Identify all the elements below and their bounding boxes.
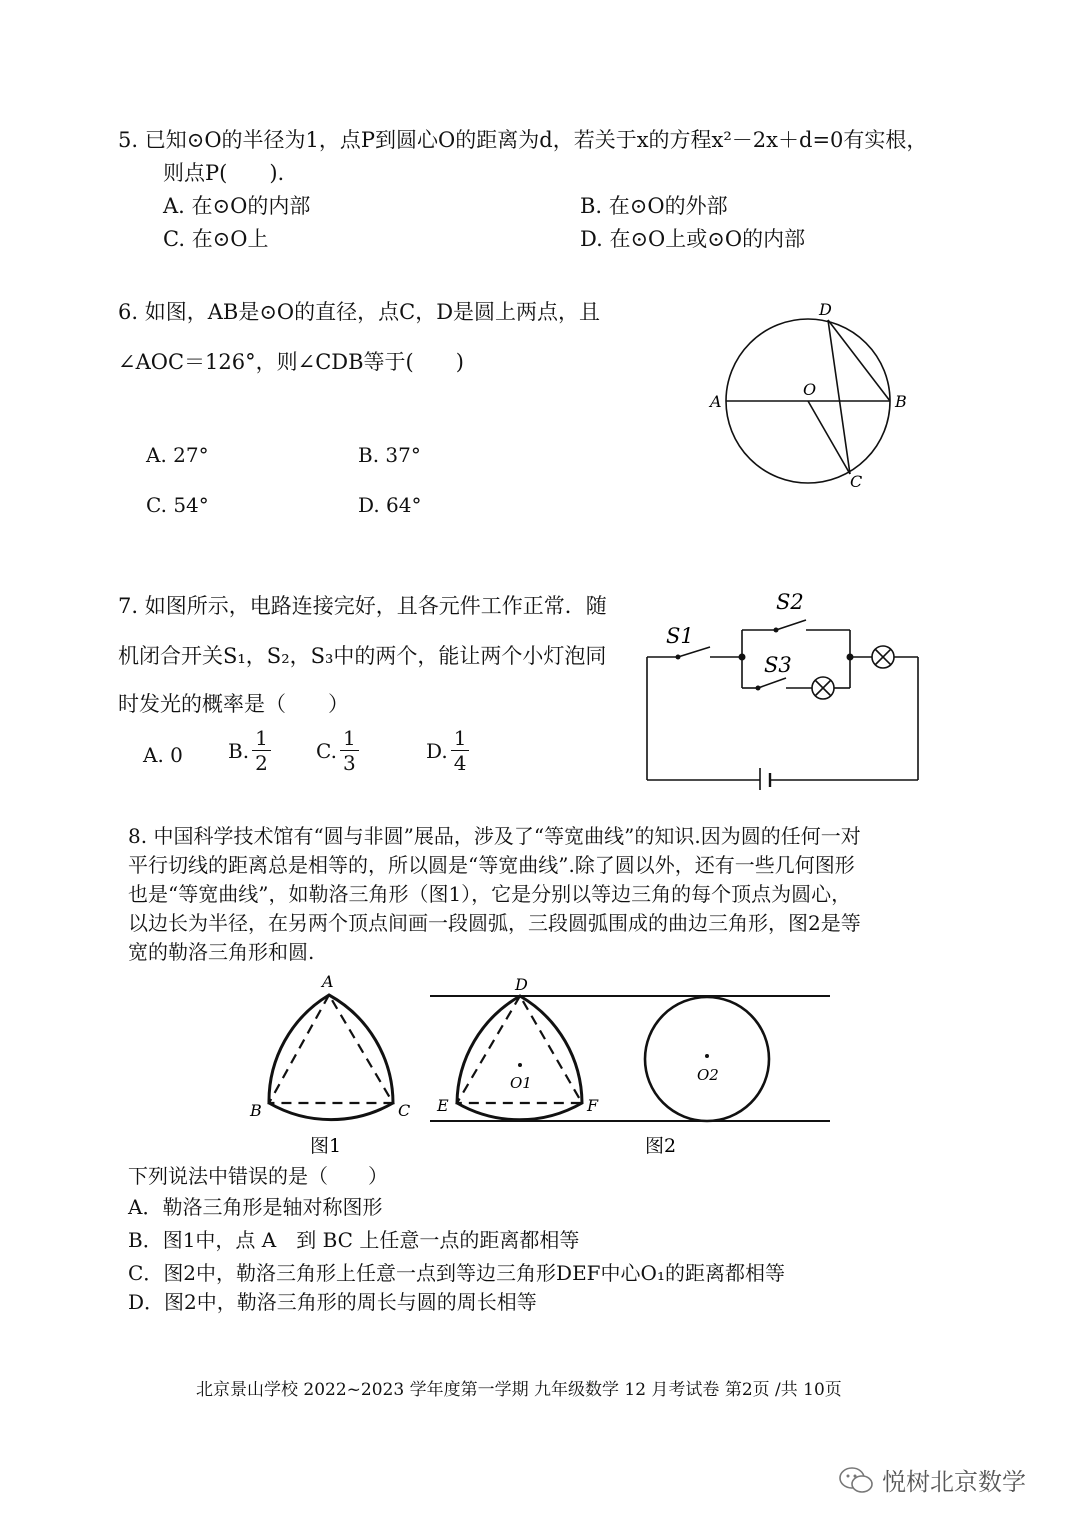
q7-stem-line3: 时发光的概率是（ ） xyxy=(118,692,349,716)
q5-stem-text: 已知⊙O的半径为1，点P到圆心O的距离为d，若关于x的方程x²－2x＋d=0有实根， xyxy=(144,128,928,152)
q7-option-d[interactable]: D. $\frac{1}{4}$ xyxy=(426,728,472,773)
fig1-label-a: A xyxy=(322,972,334,991)
q7-option-a[interactable]: A. 0 xyxy=(143,743,183,767)
page-footer: 北京景山学校 2022~2023 学年度第一学期 九年级数学 12 月考试卷 第2页 /共 10页 xyxy=(196,1380,842,1400)
q5-stem xyxy=(118,124,927,154)
q8-stem-line2: 平行切线的距离总是相等的，所以圆是“等宽曲线”.除了圆以外，还有一些几何图形 xyxy=(128,853,855,877)
q7-option-b[interactable]: B. $\frac{1}{2}$ xyxy=(228,728,274,773)
q7-stem-line2: 机闭合开关S₁，S₂，S₃中的两个，能让两个小灯泡同 xyxy=(118,644,607,668)
fraction-1-2: $\frac{1}{2}$ xyxy=(252,728,271,773)
label-c: C xyxy=(850,472,863,491)
junction-right xyxy=(847,654,854,661)
q8-option-b[interactable]: B．图1中，点 A 到 BC 上任意一点的距离都相等 xyxy=(128,1228,580,1252)
fraction-1-4: $\frac{1}{4}$ xyxy=(451,728,470,773)
fig1-label-c: C xyxy=(398,1101,411,1120)
q5-option-a[interactable]: A. 在⊙O的内部 xyxy=(163,194,311,218)
q5-option-b[interactable]: B. 在⊙O的外部 xyxy=(580,194,728,218)
q6-stem-line2: ∠AOC＝126°，则∠CDB等于( ) xyxy=(118,350,464,374)
center-o2 xyxy=(705,1054,709,1058)
circle-o2 xyxy=(645,997,769,1121)
label-d: D xyxy=(819,300,832,319)
reuleaux-triangle-fig1 xyxy=(269,995,393,1120)
q7-stem-line1: 7. 如图所示，电路连接完好，且各元件工作正常．随 xyxy=(118,594,607,618)
label-s1: S1 xyxy=(666,624,694,648)
q8-stem-line1: 8. 中国科学技术馆有“圆与非圆”展品，涉及了“等宽曲线”的知识.因为圆的任何一对 xyxy=(128,824,861,848)
segment-oc xyxy=(808,401,850,474)
q6-option-d[interactable]: D. 64° xyxy=(358,493,422,517)
q5-stem-line2: 则点P( ). xyxy=(163,161,285,185)
fig1-label-b: B xyxy=(250,1101,262,1120)
q8-option-d[interactable]: D．图2中，勒洛三角形的周长与圆的周长相等 xyxy=(128,1290,537,1314)
label-s3: S3 xyxy=(764,653,792,677)
label-s2: S2 xyxy=(776,590,804,614)
fig2-label-e: E xyxy=(437,1096,449,1115)
junction-left xyxy=(739,654,746,661)
fig2-label-d: D xyxy=(515,975,528,994)
fraction-1-3: $\frac{1}{3}$ xyxy=(340,728,359,773)
q6-option-a[interactable]: A. 27° xyxy=(146,443,209,467)
q5-option-c[interactable]: C. 在⊙O上 xyxy=(163,227,269,251)
q6-option-c[interactable]: C. 54° xyxy=(146,493,209,517)
q6-stem: 6. 如图，AB是⊙O的直径，点C，D是圆上两点，且 xyxy=(118,300,601,324)
switch-s1 xyxy=(678,647,710,657)
fig1-caption: 图1 xyxy=(310,1135,342,1157)
q8-stem-line3: 也是“等宽曲线”，如勒洛三角形（图1），它是分别以等边三角的每个顶点为圆心， xyxy=(128,882,852,906)
reuleaux-triangle-fig2 xyxy=(457,996,582,1120)
q8-question: 下列说法中错误的是（ ） xyxy=(128,1164,388,1188)
fig2-caption: 图2 xyxy=(645,1135,677,1157)
q8-figures xyxy=(240,970,860,1155)
segment-dc xyxy=(828,320,850,474)
switch-s3 xyxy=(758,678,786,688)
q5-number: 5. xyxy=(118,128,139,152)
label-a: A xyxy=(710,392,722,411)
q5-option-d[interactable]: D. 在⊙O上或⊙O的内部 xyxy=(580,227,806,251)
watermark: 悦树北京数学 xyxy=(838,1462,1026,1497)
q8-option-c[interactable]: C．图2中，勒洛三角形上任意一点到等边三角形DEF中心O₁的距离都相等 xyxy=(128,1261,785,1285)
switch-s2 xyxy=(776,620,806,630)
q7-circuit-figure xyxy=(640,590,940,790)
q6-circle-figure xyxy=(700,295,940,495)
fig2-label-o2: O2 xyxy=(697,1066,719,1084)
q7-option-c[interactable]: C. $\frac{1}{3}$ xyxy=(316,728,362,773)
fig2-label-f: F xyxy=(587,1096,599,1115)
q8-option-a[interactable]: A．勒洛三角形是轴对称图形 xyxy=(128,1195,383,1219)
fig2-label-o1: O1 xyxy=(510,1074,532,1092)
wechat-icon xyxy=(838,1465,874,1495)
q6-option-b[interactable]: B. 37° xyxy=(358,443,421,467)
label-o: O xyxy=(803,380,817,399)
center-o1 xyxy=(518,1063,522,1067)
label-b: B xyxy=(895,392,907,411)
q8-stem-line5: 宽的勒洛三角形和圆. xyxy=(128,940,315,964)
q8-stem-line4: 以边长为半径，在另两个顶点间画一段圆弧，三段圆弧围成的曲边三角形，图2是等 xyxy=(128,911,861,935)
